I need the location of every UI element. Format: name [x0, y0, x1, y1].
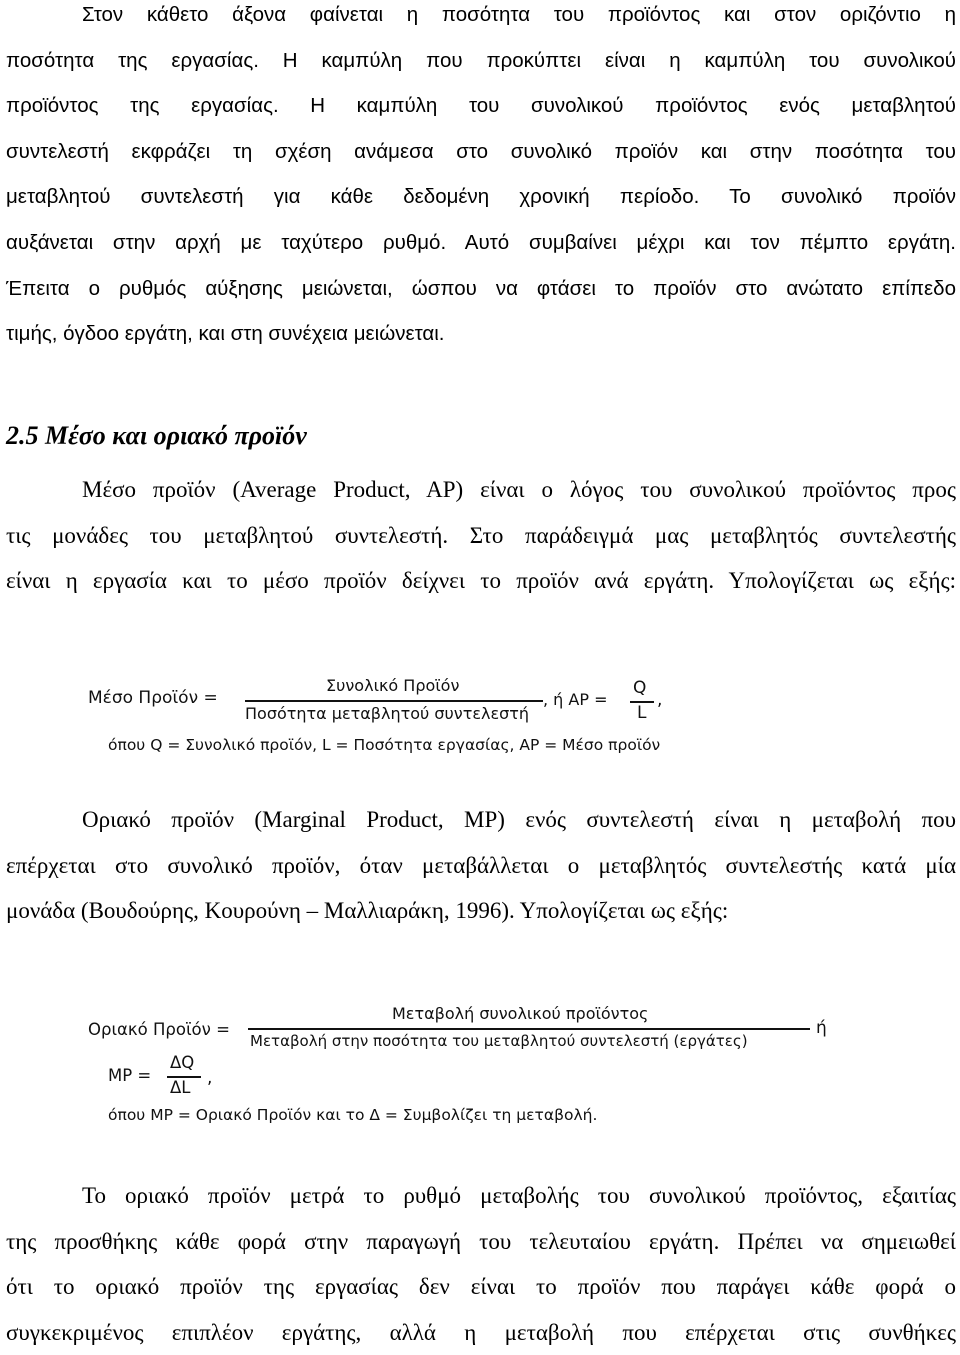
formula-denominator: Ποσότητα μεταβλητού συντελεστή	[245, 704, 530, 723]
text-line: Οριακό προϊόν (Marginal Product, MP) ενός συντελεστή είναι η μεταβολή που	[82, 807, 956, 832]
formula-comma: ,	[207, 1068, 213, 1088]
text-line: είναι η εργασία και το μέσο προϊόν δείχνει το προϊόν ανά εργάτη. Υπολογίζεται ως εξής:	[6, 568, 956, 594]
text-line: προϊόντος της εργασίας. Η καμπύλη του συνολικού προϊόντος ενός μεταβλητού	[6, 94, 956, 118]
formula-dq: ΔQ	[170, 1053, 195, 1072]
text-line: Το οριακό προϊόν μετρά το ρυθμό μεταβολής του συνολικού προϊόντος, εξαιτίας	[82, 1183, 956, 1208]
fraction-line	[245, 700, 543, 702]
text-line: μεταβλητού συντελεστή για κάθε δεδομένη χρονική περίοδο. Το συνολικό προϊόν	[6, 185, 956, 209]
formula-mp: MP =	[108, 1066, 152, 1085]
text-line: συντελεστή εκφράζει τη σχέση ανάμεσα στο συνολικό προϊόν και στην ποσότητα του	[6, 139, 956, 163]
formula-where: όπου MP = Οριακό Προϊόν και το Δ = Συμβολίζει τη μεταβολή.	[108, 1106, 598, 1124]
text-line: τιμής, όγδοο εργάτη, και στη συνέχεια μειώνεται.	[6, 322, 445, 346]
formula-q: Q	[633, 678, 647, 698]
text-line: επέρχεται στο συνολικό προϊόν, όταν μεταβάλλεται ο μεταβλητός συντελεστής κατά μία	[6, 852, 956, 878]
paragraph-marginal-explanation	[6, 1173, 956, 1355]
marginal-product-formula	[0, 996, 960, 1146]
average-product-formula	[0, 660, 960, 770]
text-line: μονάδα (Βουδούρης, Κουρούνη – Μαλλιαράκη, 1996). Υπολογίζεται ως εξής:	[6, 898, 729, 924]
text-line: ότι το οριακό προϊόν της εργασίας δεν είναι το προϊόν που παράγει κάθε φορά ο	[6, 1274, 956, 1300]
formula-comma: ,	[657, 690, 663, 710]
formula-where: όπου Q = Συνολικό προϊόν, L = Ποσότητα εργασίας, AP = Μέσο προϊόν	[108, 736, 661, 754]
paragraph-average-product	[6, 467, 956, 604]
paragraph-marginal-product	[6, 797, 956, 934]
paragraph-total-product	[6, 0, 956, 357]
formula-or: ή	[816, 1018, 827, 1038]
formula-lhs: Οριακό Προϊόν =	[88, 1020, 230, 1039]
formula-dl: ΔL	[170, 1078, 191, 1097]
text-line: τις μονάδες του μεταβλητού συντελεστή. Στο παράδειγμά μας μεταβλητός συντελεστής	[6, 522, 956, 548]
text-line: αυξάνεται στην αρχή με ταχύτερο ρυθμό. Αυτό συμβαίνει μέχρι και τον πέμπτο εργάτη.	[6, 230, 956, 254]
text-line: Μέσο προϊόν (Average Product, AP) είναι ο λόγος του συνολικού προϊόντος προς	[82, 477, 956, 502]
formula-numerator: Μεταβολή συνολικού προϊόντος	[392, 1004, 649, 1023]
section-heading: 2.5 Μέσο και οριακό προϊόν	[6, 421, 307, 450]
text-line: Στον κάθετο άξονα φαίνεται η ποσότητα του προϊόντος και στον οριζόντιο η	[82, 3, 956, 26]
formula-lhs: Μέσο Προϊόν =	[88, 688, 218, 708]
text-line: της προσθήκης κάθε φορά στην παραγωγή του τελευταίου εργάτη. Πρέπει να σημειωθεί	[6, 1228, 956, 1254]
text-line: συγκεκριμένος επιπλέον εργάτης, αλλά η μεταβολή που επέρχεται στις συνθήκες	[6, 1319, 956, 1345]
formula-numerator: Συνολικό Προϊόν	[326, 676, 460, 695]
text-line: Έπειτα ο ρυθμός αύξησης μειώνεται, ώσπου να φτάσει το προϊόν στο ανώτατο επίπεδο	[6, 276, 956, 300]
formula-denominator: Μεταβολή στην ποσότητα του μεταβλητού συντελεστή (εργάτες)	[250, 1032, 748, 1050]
formula-or: , ή AP =	[543, 690, 608, 709]
formula-l: L	[637, 703, 647, 723]
text-line: ποσότητα της εργασίας. Η καμπύλη που προκύπτει είναι η καμπύλη του συνολικού	[6, 48, 956, 72]
fraction-line	[248, 1028, 810, 1030]
